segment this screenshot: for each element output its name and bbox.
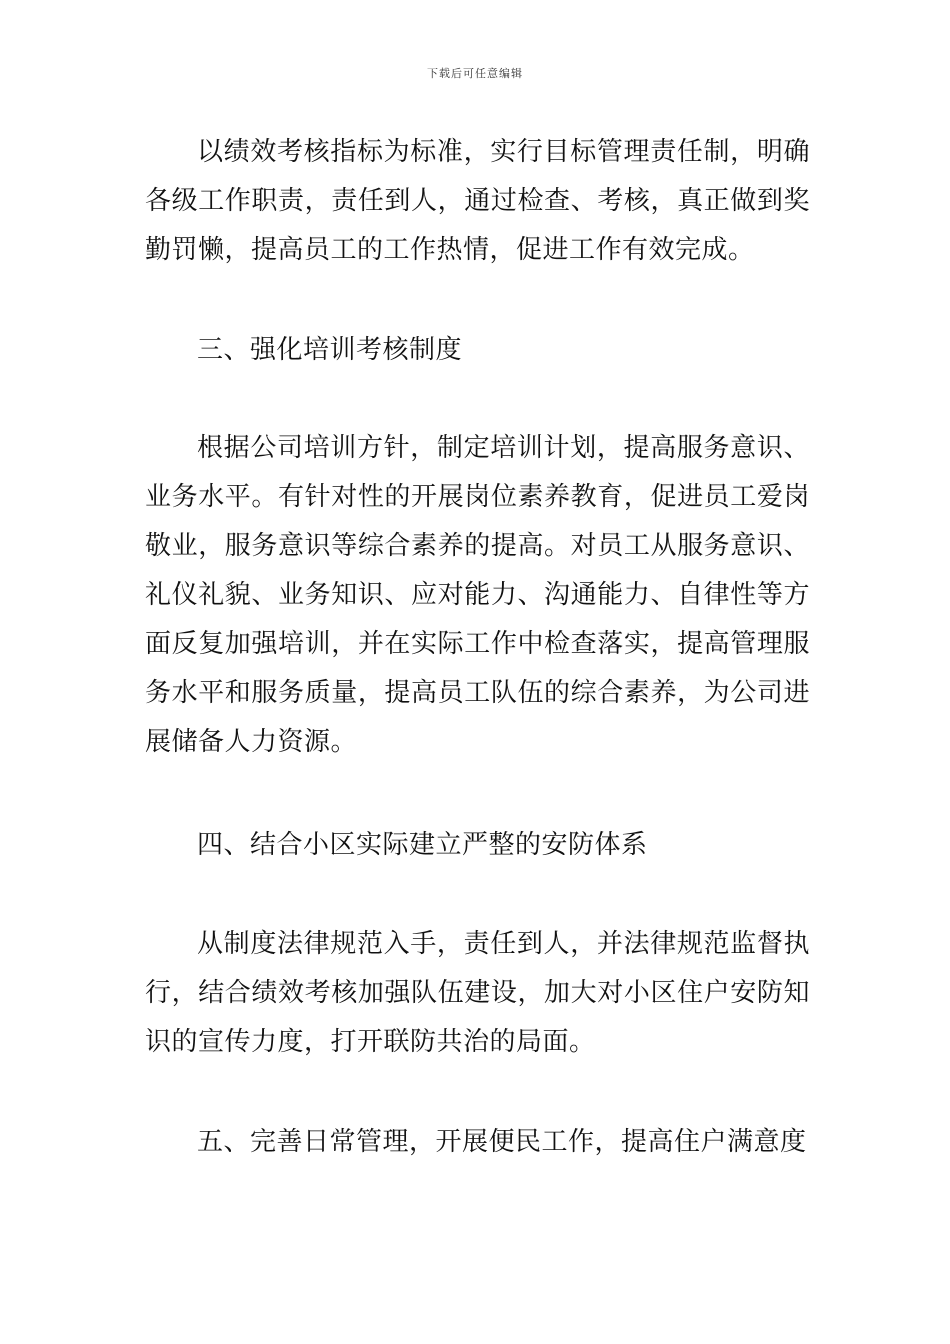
paragraph-security: 从制度法律规范入手，责任到人，并法律规范监督执行，结合绩效考核加强队伍建设，加大对小区住户安防知识的宣传力度，打开联防共治的局面。 xyxy=(145,929,810,1057)
section-heading-daily-management: 五、完善日常管理，开展便民工作，提高住户满意度 xyxy=(197,1127,807,1157)
section-heading-training: 三、强化培训考核制度 xyxy=(197,335,463,365)
header-note: 下载后可任意编辑 xyxy=(427,67,523,80)
paragraph-performance-assessment: 以绩效考核指标为标准，实行目标管理责任制，明确各级工作职责，责任到人，通过检查、考核，真正做到奖勤罚懒，提高员工的工作热情，促进工作有效完成。 xyxy=(145,137,810,265)
section-heading-security: 四、结合小区实际建立严整的安防体系 xyxy=(197,830,648,860)
paragraph-training: 根据公司培训方针，制定培训计划，提高服务意识、业务水平。有针对性的开展岗位素养教育，促进员工爱岗敬业，服务意识等综合素养的提高。对员工从服务意识、礼仪礼貌、业务知识、应对能力、沟通能力、自律性等方面反复加强培训，并在实际工作中检查落实，提高管理服务水平和服务质量，提高员工队伍的综合素养，为公司进展储备人力资源。 xyxy=(145,433,810,757)
